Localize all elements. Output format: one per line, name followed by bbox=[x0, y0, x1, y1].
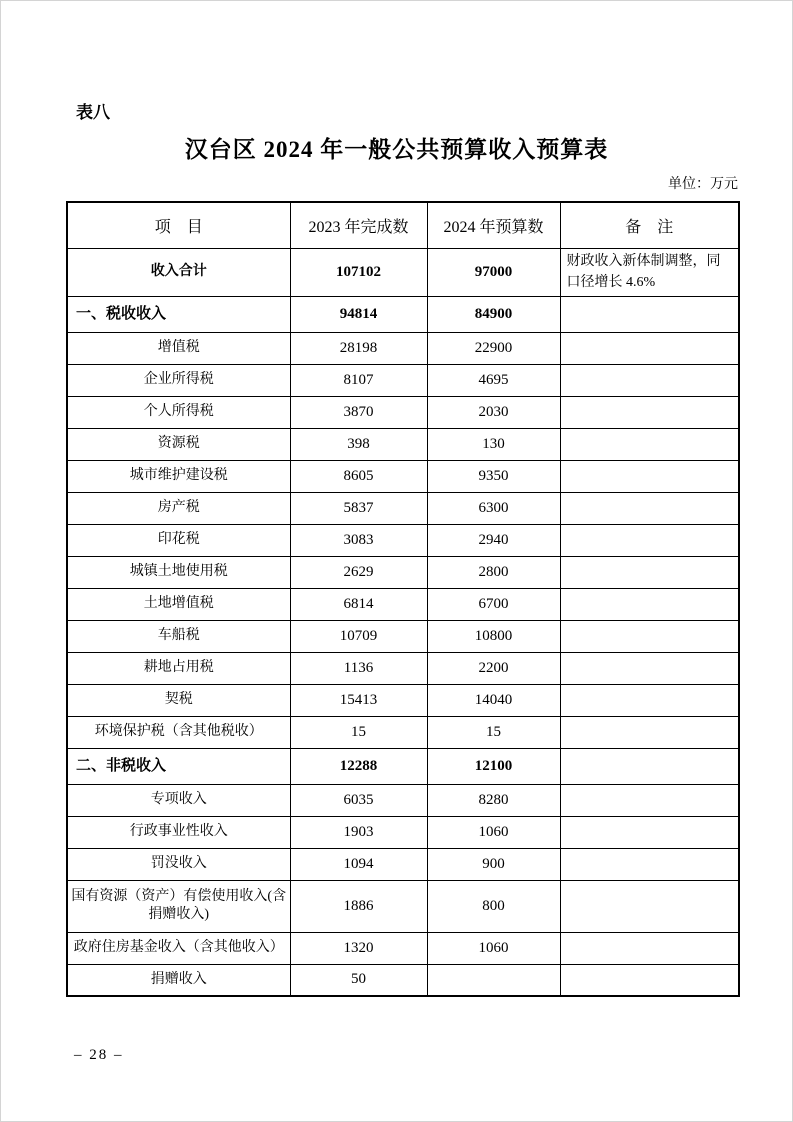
note-cell bbox=[560, 964, 739, 996]
note-cell bbox=[560, 460, 739, 492]
note-cell bbox=[560, 784, 739, 816]
item-cell: 城市维护建设税 bbox=[67, 460, 290, 492]
item-cell: 二、非税收入 bbox=[67, 748, 290, 784]
item-cell: 城镇土地使用税 bbox=[67, 556, 290, 588]
item-cell: 环境保护税（含其他税收） bbox=[67, 716, 290, 748]
note-cell bbox=[560, 652, 739, 684]
item-cell: 行政事业性收入 bbox=[67, 816, 290, 848]
item-cell: 捐赠收入 bbox=[67, 964, 290, 996]
table-row bbox=[67, 748, 739, 784]
table-row bbox=[67, 396, 739, 428]
table-row bbox=[67, 964, 739, 996]
note-cell bbox=[560, 364, 739, 396]
page-number: – 28 – bbox=[74, 1047, 124, 1063]
value-2023-cell: 1903 bbox=[290, 816, 427, 848]
value-2023-cell: 10709 bbox=[290, 620, 427, 652]
table-row bbox=[67, 492, 739, 524]
value-2023-cell: 8605 bbox=[290, 460, 427, 492]
table-row bbox=[67, 460, 739, 492]
item-cell: 印花税 bbox=[67, 524, 290, 556]
table-row bbox=[67, 364, 739, 396]
item-cell: 个人所得税 bbox=[67, 396, 290, 428]
table-label: 表八 bbox=[76, 103, 110, 122]
note-cell bbox=[560, 588, 739, 620]
value-2024-cell: 2030 bbox=[427, 396, 560, 428]
table-row bbox=[67, 248, 739, 296]
value-2024-cell: 8280 bbox=[427, 784, 560, 816]
table-row bbox=[67, 428, 739, 460]
value-2024-cell: 9350 bbox=[427, 460, 560, 492]
column-header-item: 项 目 bbox=[67, 202, 290, 248]
value-2024-cell: 84900 bbox=[427, 296, 560, 332]
table-row bbox=[67, 684, 739, 716]
note-cell bbox=[560, 848, 739, 880]
value-2024-cell: 6700 bbox=[427, 588, 560, 620]
table-header-row bbox=[67, 202, 739, 248]
item-cell: 专项收入 bbox=[67, 784, 290, 816]
item-cell: 契税 bbox=[67, 684, 290, 716]
value-2024-cell: 97000 bbox=[427, 248, 560, 296]
note-cell bbox=[560, 620, 739, 652]
value-2024-cell: 2200 bbox=[427, 652, 560, 684]
value-2023-cell: 12288 bbox=[290, 748, 427, 784]
budget-table bbox=[66, 201, 740, 997]
value-2023-cell: 15413 bbox=[290, 684, 427, 716]
table-row bbox=[67, 932, 739, 964]
item-cell: 资源税 bbox=[67, 428, 290, 460]
table-header bbox=[67, 202, 739, 248]
value-2023-cell: 398 bbox=[290, 428, 427, 460]
table-row bbox=[67, 652, 739, 684]
value-2023-cell: 3083 bbox=[290, 524, 427, 556]
value-2024-cell: 4695 bbox=[427, 364, 560, 396]
table-row bbox=[67, 332, 739, 364]
value-2023-cell: 94814 bbox=[290, 296, 427, 332]
unit-note: 单位：万元 bbox=[668, 177, 738, 192]
column-header-2024: 2024 年预算数 bbox=[427, 202, 560, 248]
note-cell bbox=[560, 396, 739, 428]
note-cell bbox=[560, 880, 739, 932]
table-row bbox=[67, 880, 739, 932]
item-cell: 收入合计 bbox=[67, 248, 290, 296]
table-row bbox=[67, 556, 739, 588]
note-cell bbox=[560, 332, 739, 364]
value-2023-cell: 3870 bbox=[290, 396, 427, 428]
note-cell bbox=[560, 296, 739, 332]
value-2023-cell: 8107 bbox=[290, 364, 427, 396]
value-2023-cell: 1886 bbox=[290, 880, 427, 932]
table-row bbox=[67, 588, 739, 620]
value-2023-cell: 15 bbox=[290, 716, 427, 748]
table-row bbox=[67, 296, 739, 332]
value-2023-cell: 107102 bbox=[290, 248, 427, 296]
page-title: 汉台区 2024 年一般公共预算收入预算表 bbox=[184, 137, 609, 162]
value-2024-cell: 15 bbox=[427, 716, 560, 748]
value-2024-cell: 2800 bbox=[427, 556, 560, 588]
item-cell: 一、税收收入 bbox=[67, 296, 290, 332]
value-2024-cell: 6300 bbox=[427, 492, 560, 524]
table-row bbox=[67, 848, 739, 880]
table-body bbox=[67, 248, 739, 996]
value-2024-cell: 800 bbox=[427, 880, 560, 932]
note-cell bbox=[560, 932, 739, 964]
table-row bbox=[67, 784, 739, 816]
item-cell: 罚没收入 bbox=[67, 848, 290, 880]
value-2023-cell: 6035 bbox=[290, 784, 427, 816]
value-2024-cell: 10800 bbox=[427, 620, 560, 652]
item-cell: 企业所得税 bbox=[67, 364, 290, 396]
value-2023-cell: 2629 bbox=[290, 556, 427, 588]
value-2023-cell: 1136 bbox=[290, 652, 427, 684]
table-row bbox=[67, 620, 739, 652]
value-2024-cell: 130 bbox=[427, 428, 560, 460]
value-2023-cell: 50 bbox=[290, 964, 427, 996]
value-2024-cell: 900 bbox=[427, 848, 560, 880]
note-cell bbox=[560, 816, 739, 848]
item-cell: 房产税 bbox=[67, 492, 290, 524]
note-cell bbox=[560, 492, 739, 524]
note-cell bbox=[560, 684, 739, 716]
column-header-2023: 2023 年完成数 bbox=[290, 202, 427, 248]
value-2023-cell: 28198 bbox=[290, 332, 427, 364]
table-row bbox=[67, 716, 739, 748]
value-2023-cell: 1320 bbox=[290, 932, 427, 964]
value-2024-cell: 12100 bbox=[427, 748, 560, 784]
item-cell: 车船税 bbox=[67, 620, 290, 652]
value-2024-cell bbox=[427, 964, 560, 996]
column-header-remarks: 备 注 bbox=[560, 202, 739, 248]
item-cell: 政府住房基金收入（含其他收入） bbox=[67, 932, 290, 964]
note-cell bbox=[560, 716, 739, 748]
note-cell bbox=[560, 748, 739, 784]
table-row bbox=[67, 524, 739, 556]
value-2024-cell: 22900 bbox=[427, 332, 560, 364]
value-2023-cell: 1094 bbox=[290, 848, 427, 880]
value-2024-cell: 1060 bbox=[427, 932, 560, 964]
value-2024-cell: 2940 bbox=[427, 524, 560, 556]
value-2024-cell: 1060 bbox=[427, 816, 560, 848]
item-cell: 国有资源（资产）有偿使用收入(含捐赠收入) bbox=[67, 880, 290, 932]
note-cell: 财政收入新体制调整，同口径增长 4.6% bbox=[560, 248, 739, 296]
value-2023-cell: 6814 bbox=[290, 588, 427, 620]
note-cell bbox=[560, 556, 739, 588]
note-cell bbox=[560, 428, 739, 460]
value-2024-cell: 14040 bbox=[427, 684, 560, 716]
table-row bbox=[67, 816, 739, 848]
value-2023-cell: 5837 bbox=[290, 492, 427, 524]
note-cell bbox=[560, 524, 739, 556]
item-cell: 耕地占用税 bbox=[67, 652, 290, 684]
item-cell: 土地增值税 bbox=[67, 588, 290, 620]
item-cell: 增值税 bbox=[67, 332, 290, 364]
